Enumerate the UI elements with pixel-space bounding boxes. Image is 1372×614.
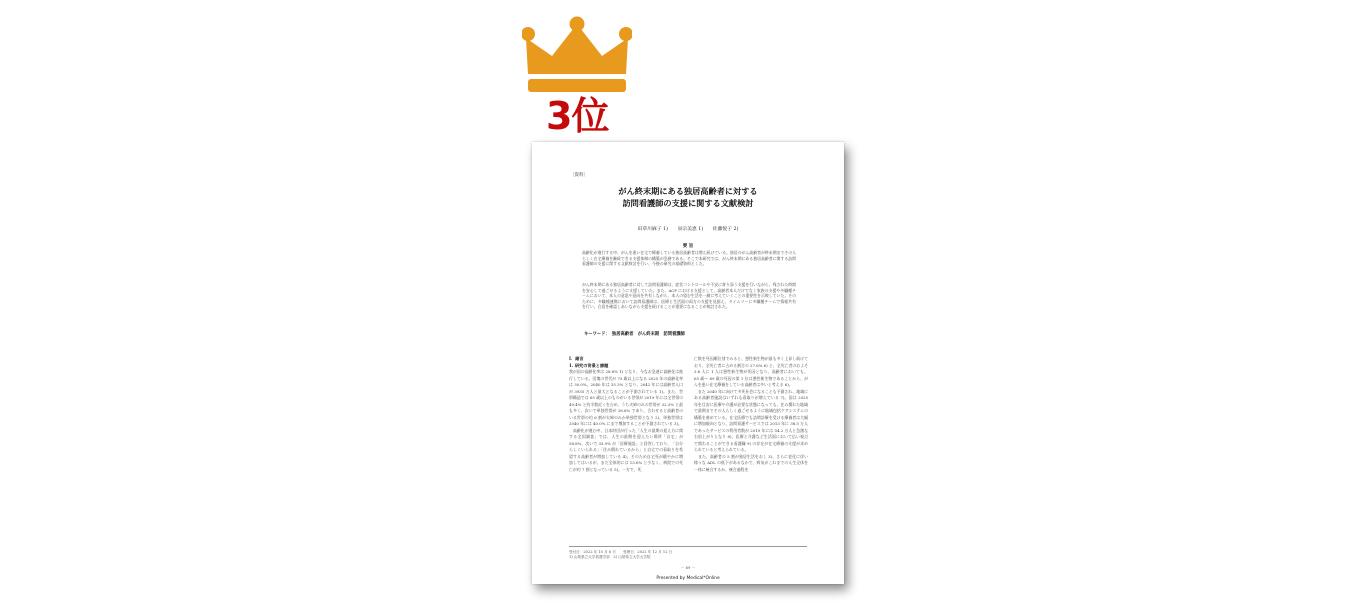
body-column-right bbox=[694, 356, 808, 473]
section-heading: Ⅰ．緒言 bbox=[569, 356, 584, 361]
body-column-left bbox=[569, 356, 683, 473]
page-number: － 69 － bbox=[680, 565, 696, 570]
abstract-heading: 要 旨 bbox=[682, 244, 694, 249]
section-tag: 〔資料〕 bbox=[570, 173, 588, 178]
body-text-left: 我が国の高齢化率は 28.8% 1) となり、今なお急速に高齢化は進行している。団塊の世代が 75 歳以上になる 2025 年の高齢化率は 30.0%、2040 年は 35.3% となり、2042 年には高齢者人口が 3935 万人と最大となることが予測されている 1)。また、世帯構造では 65 歳以上のものがいる世帯が 2019 年には全世帯の 49.4% と約半数近くを占め、うち夫婦のみの世帯が 32.3% と最も多く、次いで単独世帯が 28.8% であり、合わせると高齢者のいる世帯の約 6 割が夫婦のみか単独世帯となり 2)、単独世帯は 2040 年には 40.0% にまで増加することが予測されている 3)。 高齢化が進む中、日本財団が行った「人生の最期の迎え方に関する全国調査」では、人生の最期を迎えたい場所「自宅」が 58.8%、次いで 33.9% が「医療施設」と回答しており、「自分らしくいられる」「住み慣れているから」と自宅での看取りを希望する高齢者が増加している 4)。そのため自宅死が緩やかに増加してはいるが、まだ全体的には 13.6% と少なく、病院での死亡が約 7 割となっている 5)。一方で、死 bbox=[569, 369, 683, 472]
body-text-right: 亡数を死因順位別でみると、悪性新生物が最も多く上昇し続けており、全死亡者に占める割合の 27.6% 6) と、全死亡者のおよそ 3.6 人に 1 人は悪性新生物が死因となり、高齢者においても、65 歳～ 89 歳の死因の第 1 位は悪性新生物であることから、がんを患い在宅療養をしている高齢者は多いと考える 6)。 また 2040 年に向けて多死社会になることも予測され、地域にある高齢者施設はいずれも看取りが増えている 7)。国は 2025 年を目安に医療や介護が必要な状態になっても、住み慣れた地域で最期までその人らしく過ごせるように地域包括ケアシステムの構築を進めている。在宅医療でも訪問診療を受ける療養者は大幅に増加傾向となり、訪問看護サービスでは 2013 年に 38.5 万人であったサービスの利用者数が 2019 年には 54.2 万人と急激な右肩上がりとなり 8)、医療と介護など生活面において広い視点で関わることができる看護職 9) の存在が在宅療養の支援が求められていると考えられている。 また、高齢者の 5 割が独居生活をおし 3)、さらに老化に伴い様々な ADL の低下があるなかで、病気がこれまでの人生全体を一体に統合するか、統合過程を bbox=[694, 356, 808, 472]
authors: 田草川麻子 1) 泉宗美恵 1) 佐藤悦子 2) bbox=[637, 227, 739, 232]
paper-title-line1: がん終末期にある独居高齢者に対する bbox=[618, 186, 758, 196]
abstract-paragraph-2: がん終末期にある独居高齢者に対して訪問看護師は、症状コントロールや不安に寄り添う支援を行いながら、残された時間を安心して過ごせるように支援していた。また、ACP における支援として、高齢者本人だけでなく家族の支援や多職種チームにおいて、本人の意思や意向を共有しながら、本人の望む生活を一緒に考えていくことの重要性を示唆していた。そのために、多職種連携において訪問看護師は、医療と生活面の両方の支援を見据え、タイムリーに多職種チームで情報共有を行い、合意を確認しあいながら支援を続けることが重要になることが検討された。 bbox=[582, 282, 796, 310]
rank-label: 3位 bbox=[546, 94, 609, 138]
presented-by: Presented by Medical*Online bbox=[656, 576, 720, 581]
footnote-affiliations: 1) 山梨県立大学看護学部 2) 山梨県立大学大学院 bbox=[569, 555, 651, 559]
crown-icon bbox=[522, 16, 632, 96]
keywords: キーワード： 独居高齢者 がん終末期 訪問看護師 bbox=[584, 332, 685, 337]
footnote-divider bbox=[569, 546, 807, 547]
paper-title-line2: 訪問看護師の支援に関する文献検討 bbox=[622, 198, 754, 208]
document-page bbox=[532, 142, 844, 584]
footnote bbox=[569, 550, 672, 560]
subsection-heading: 1. 研究の背景と課題 bbox=[569, 362, 609, 368]
footnote-dates: 受付日：2022 年 10 月 6 日 受理日：2022 年 12 月 12 日 bbox=[569, 550, 673, 554]
abstract-paragraph-1: 高齢化が進行する中、がんを患い在宅で療養している独居高齢者は増え続けている。独居のがん高齢者が終末期までその人らしく在宅療養を継続できる支援体制の構築が急務である。そこで本研究では、がん終末期にある独居高齢者に関する訪問看護師の支援に関する文献検討を行い、今後の研究の基礎資料とした。 bbox=[582, 250, 796, 267]
